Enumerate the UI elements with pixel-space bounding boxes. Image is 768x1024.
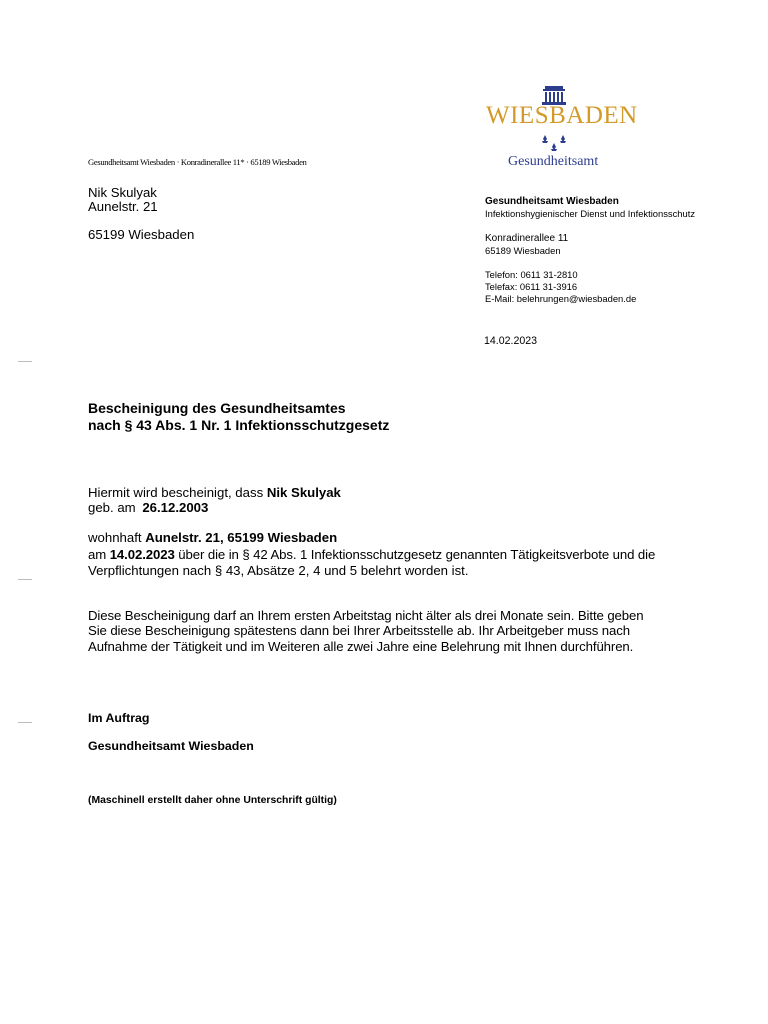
instruction-date: 14.02.2023 — [109, 547, 175, 562]
sender-phone: Telefon: 0611 31-2810 — [485, 269, 578, 280]
person-name: Nik Skulyak — [266, 485, 341, 500]
letter-date: 14.02.2023 — [484, 335, 538, 347]
recipient-street: Aunelstr. 21 — [88, 199, 158, 214]
validity-text-line2: Sie diese Bescheinigung spätestens dann bei Ihrer Arbeitsstelle ab. Ihr Arbeitgeber muss nach — [88, 623, 630, 638]
fold-mark-top — [18, 361, 32, 362]
birth-line — [88, 500, 208, 515]
birth-date: 26.12.2003 — [142, 500, 209, 515]
born-label: geb. am — [88, 500, 136, 515]
machine-generated-note: (Maschinell erstellt daher ohne Unterschrift gültig) — [88, 795, 337, 806]
sender-fax: Telefax: 0611 31-3916 — [485, 281, 578, 292]
recipient-name: Nik Skulyak — [88, 185, 157, 200]
wiesbaden-logo — [482, 86, 638, 172]
validity-text-line1: Diese Bescheinigung darf an Ihrem ersten Arbeitstag nicht älter als drei Monate sein. Bitte geben — [88, 608, 644, 623]
validity-text-line3: Aufnahme der Tätigkeit und im Weiteren alle zwei Jahre eine Belehrung mit Ihnen durchführen. — [88, 639, 634, 654]
sender-department: Infektionshygienischer Dienst und Infektionsschutz — [485, 208, 696, 219]
document-title-line2: nach § 43 Abs. 1 Nr. 1 Infektionsschutzgesetz — [88, 417, 390, 433]
residence-line — [88, 530, 337, 545]
fold-mark-bottom — [18, 722, 32, 723]
return-address-line: Gesundheitsamt Wiesbaden · Konradinerallee 11* · 65189 Wiesbaden — [88, 157, 307, 167]
authority-name: Gesundheitsamt Wiesbaden — [88, 739, 254, 753]
document-title-line1: Bescheinigung des Gesundheitsamtes — [88, 400, 346, 416]
on-label: am — [88, 547, 107, 562]
on-behalf-label: Im Auftrag — [88, 711, 150, 725]
sender-street: Konradinerallee 11 — [485, 233, 569, 244]
instruction-line — [88, 547, 655, 562]
certificate-intro-line — [88, 485, 341, 500]
resident-label: wohnhaft — [88, 530, 142, 545]
recipient-city: 65199 Wiesbaden — [88, 227, 195, 242]
sender-email: E-Mail: belehrungen@wiesbaden.de — [485, 293, 637, 304]
instruction-text: über die in § 42 Abs. 1 Infektionsschutzgesetz genannten Tätigkeitsverbote und die — [178, 547, 656, 562]
logo-subtitle: Gesundheitsamt — [508, 154, 599, 169]
fold-mark-middle — [18, 579, 32, 580]
logo-wordmark: WIESBADEN — [486, 102, 638, 129]
sender-city: 65189 Wiesbaden — [485, 245, 561, 256]
instruction-line-end: Verpflichtungen nach § 43, Absätze 2, 4 und 5 belehrt worden ist. — [88, 563, 469, 578]
lilies-emblem-icon — [541, 133, 567, 153]
resident-address: Aunelstr. 21, 65199 Wiesbaden — [145, 530, 338, 545]
sender-org: Gesundheitsamt Wiesbaden — [485, 196, 619, 207]
intro-text: Hiermit wird bescheinigt, dass — [88, 485, 264, 500]
